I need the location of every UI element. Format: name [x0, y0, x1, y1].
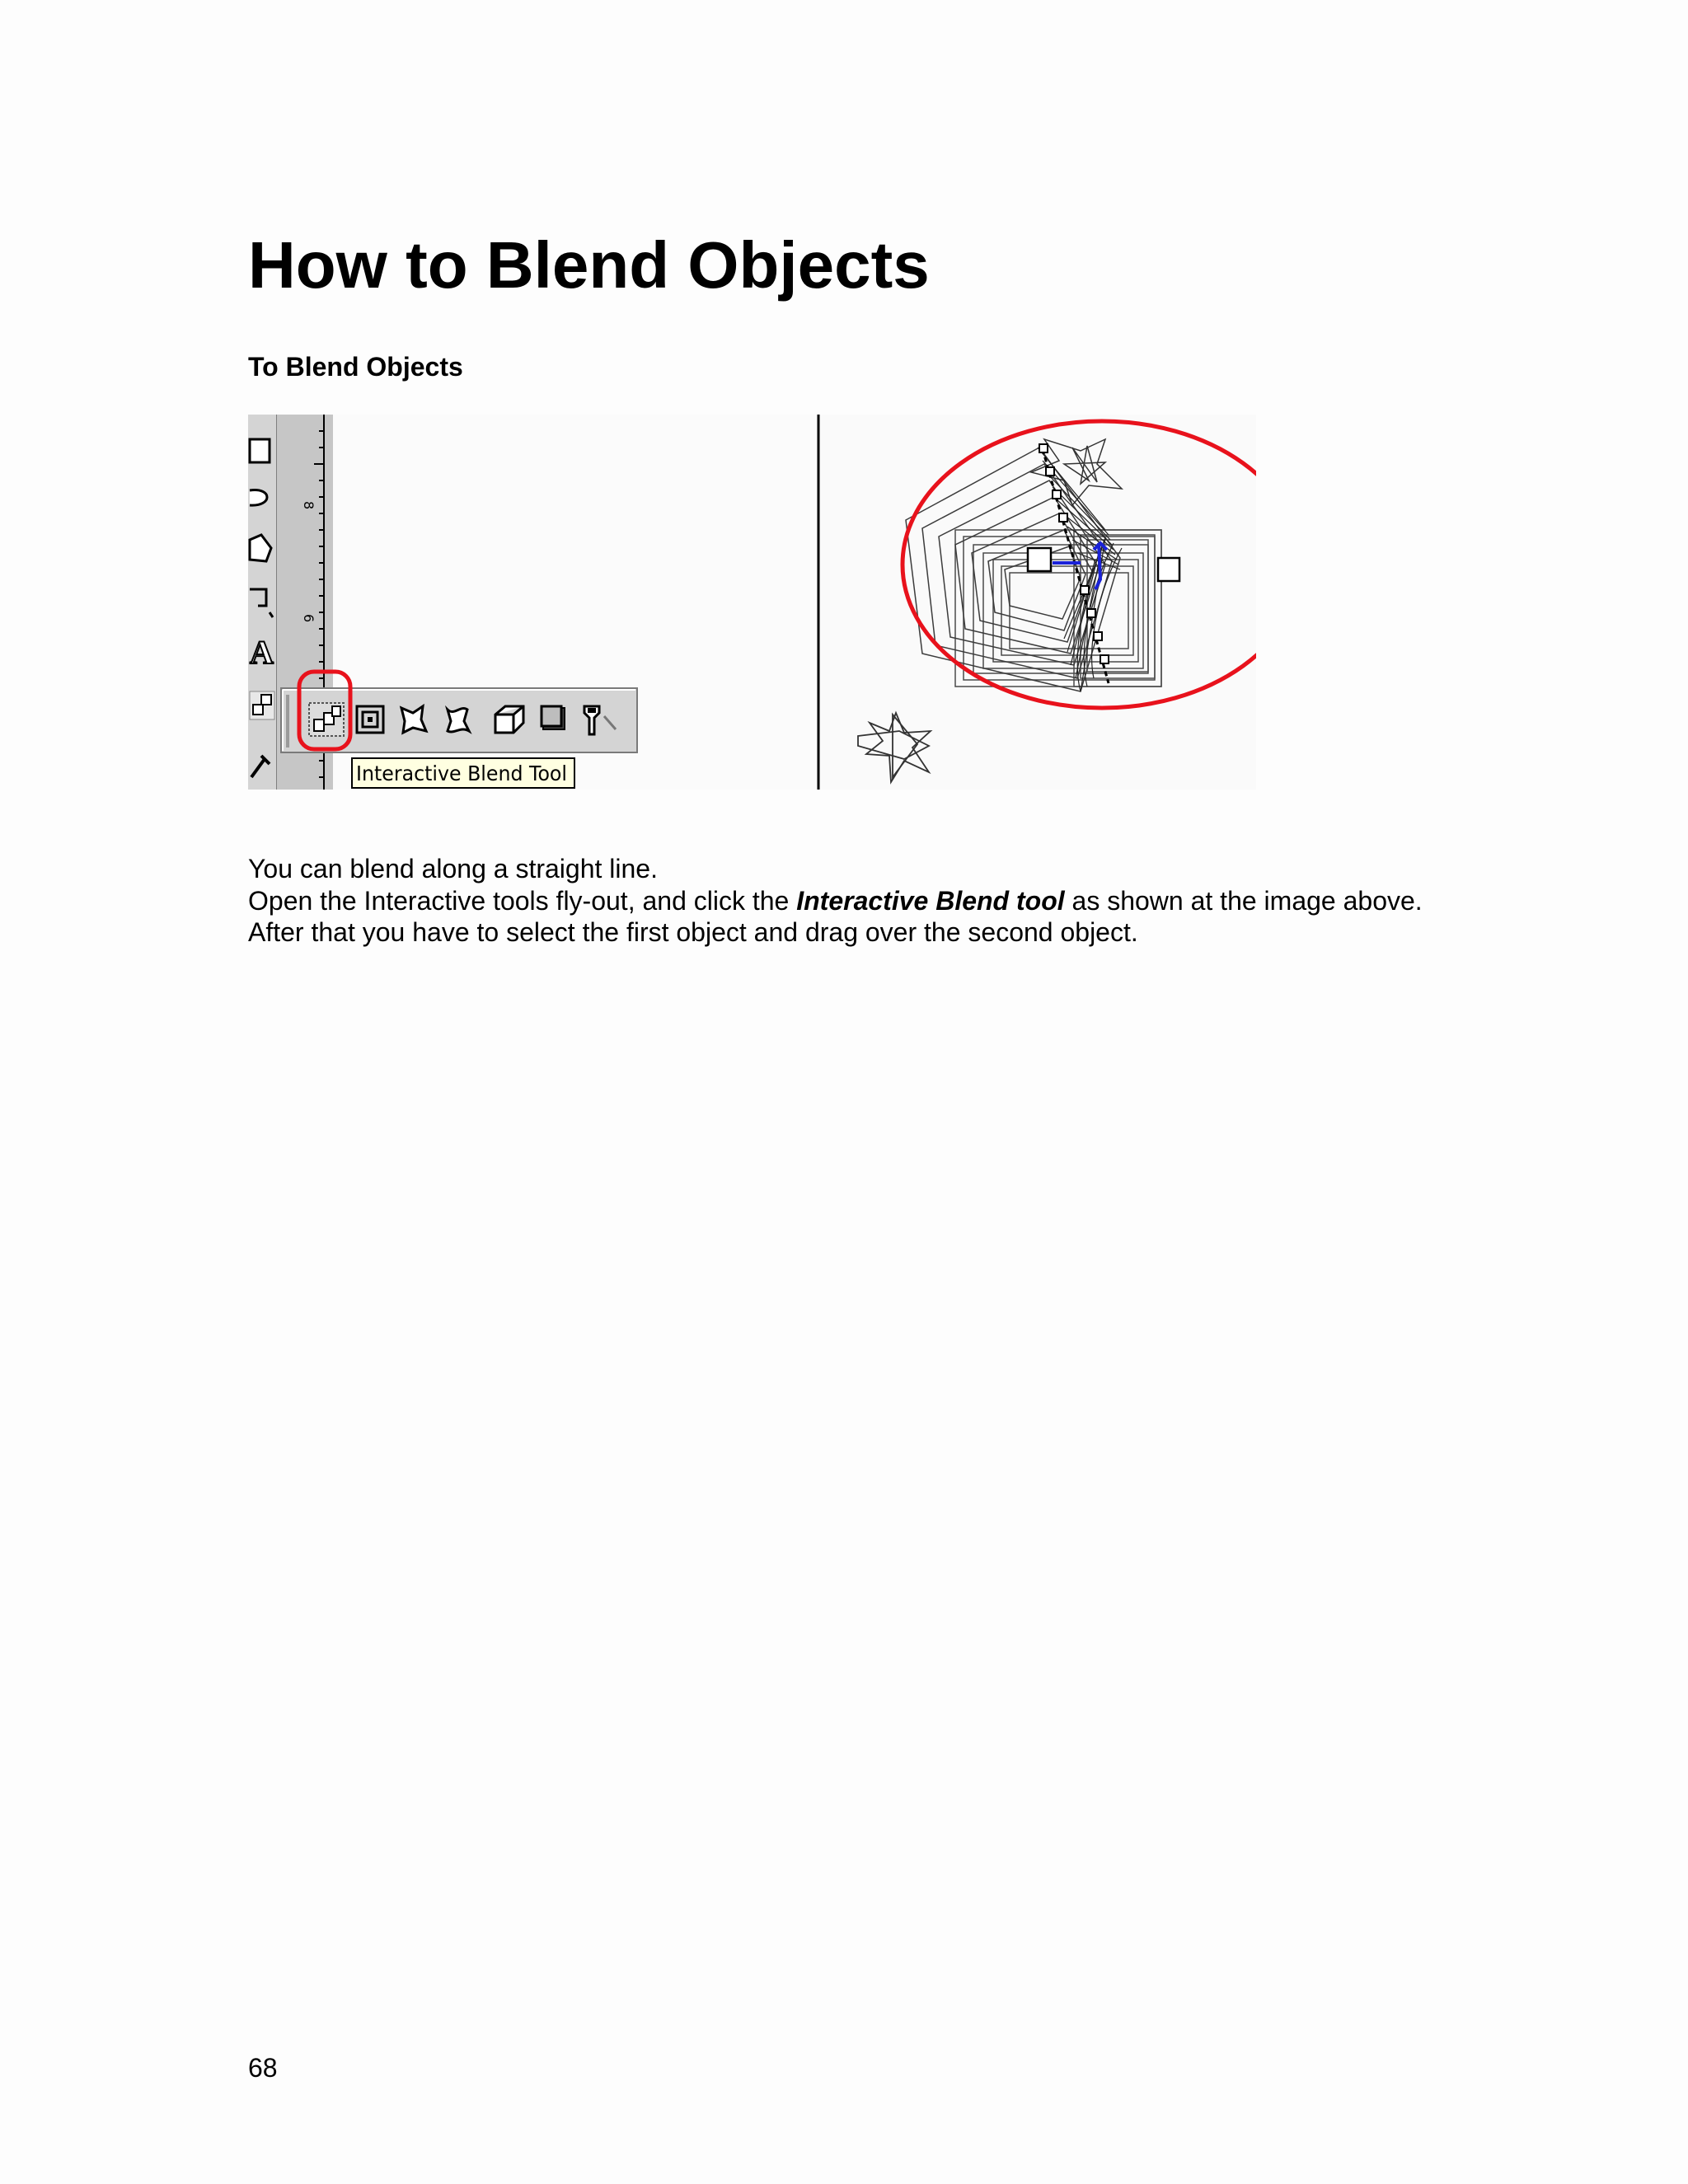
- instruction-line-2: [248, 885, 1435, 917]
- page-title: How to Blend Objects: [248, 228, 930, 302]
- blend-tool-tooltip: [352, 758, 574, 788]
- instruction-line-2-post: as shown at the image above.: [1064, 885, 1423, 916]
- drop-shadow-tool-icon[interactable]: [542, 706, 565, 729]
- svg-text:A: A: [250, 634, 274, 671]
- page-number: 68: [248, 2053, 278, 2083]
- interactive-tools-flyout: [281, 688, 637, 752]
- svg-text:6: 6: [301, 614, 316, 623]
- instruction-line-3: After that you have to select the first object and drag over the second object.: [248, 917, 1138, 947]
- section-subtitle: To Blend Objects: [248, 352, 463, 382]
- instruction-line-1: You can blend along a straight line.: [248, 854, 658, 883]
- interactive-tools-icon[interactable]: [250, 691, 274, 719]
- toolbox: [248, 415, 277, 790]
- text-icon[interactable]: [250, 634, 274, 671]
- instruction-line-2-pre: Open the Interactive tools fly-out, and click the: [248, 885, 797, 916]
- blend-screenshot-figure: [248, 415, 1256, 790]
- blend-canvas: [820, 415, 1256, 790]
- blend-end-handle[interactable]: [1158, 558, 1179, 581]
- ellipse-icon[interactable]: [250, 490, 267, 506]
- interactive-blend-tool-emphasis: Interactive Blend tool: [796, 885, 1065, 916]
- blend-start-handle[interactable]: [1028, 548, 1051, 571]
- tooltip-label: Interactive Blend Tool: [356, 762, 567, 785]
- svg-text:8: 8: [301, 501, 316, 510]
- blend-tool-icon[interactable]: [309, 703, 344, 736]
- instructions-text: [248, 853, 1435, 949]
- extrude-tool-icon[interactable]: [495, 706, 523, 733]
- rectangle-icon[interactable]: [250, 439, 270, 462]
